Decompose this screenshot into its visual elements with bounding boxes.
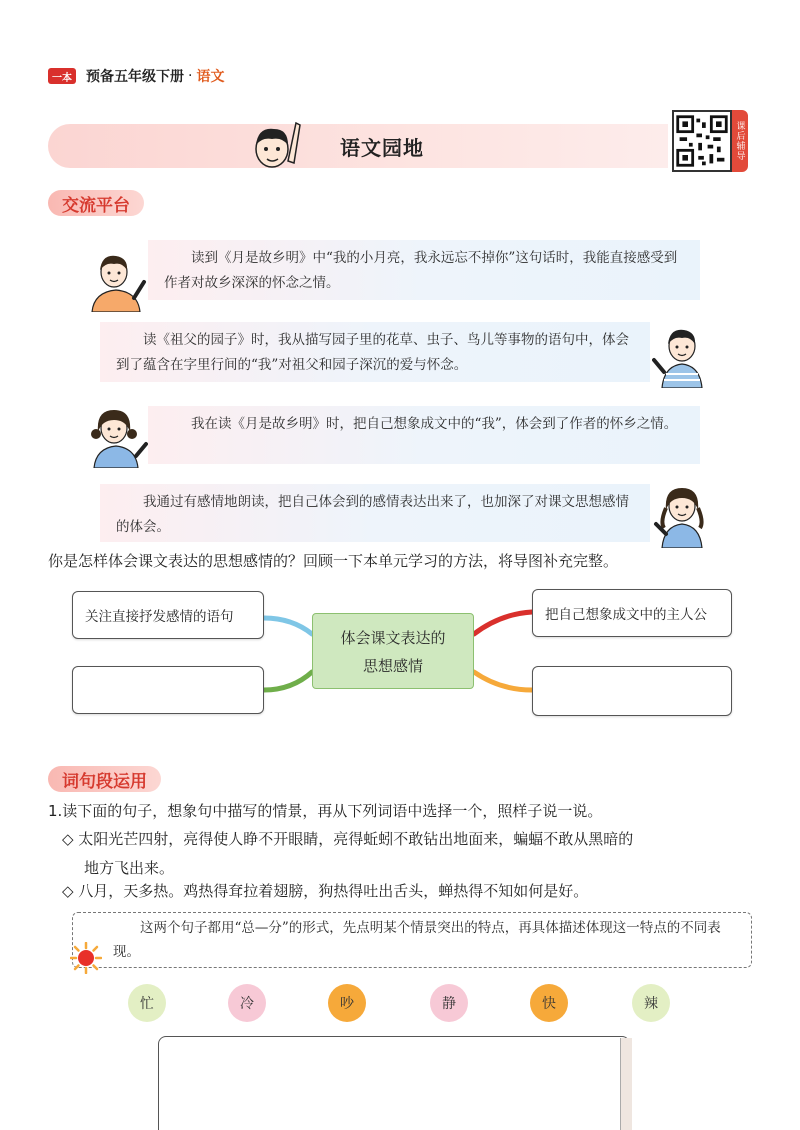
answer-writing-area[interactable] <box>158 1036 630 1130</box>
exchange-text-3: 我在读《月是故乡明》时，把自己想象成文中的“我”，体会到了作者的怀乡之情。 <box>191 416 678 432</box>
mindmap-node-top-right: 把自己想象成文中的主人公 <box>532 589 732 637</box>
hint-box <box>72 912 752 968</box>
page-title: 语文园地 <box>340 136 424 160</box>
publisher-logo: 一本 <box>48 68 76 84</box>
mindmap-center-line1: 体会课文表达的 <box>340 629 446 647</box>
mindmap-question: 你是怎样体会课文表达的思想感情的？回顾一下本单元学习的方法，将导图补充完整。 <box>48 552 619 570</box>
book-title: 预备五年级下册 <box>86 69 184 85</box>
mindmap-node-bottom-left-blank[interactable] <box>72 666 264 714</box>
header-separator: · <box>188 68 193 84</box>
example-sentence-1-line2: 地方飞出来。 <box>84 859 175 877</box>
exchange-text-1: 读到《月是故乡明》中“我的小月亮，我永远忘不掉你”这句话时，我能直接感受到作者对故乡深深的怀念之情。 <box>164 250 678 291</box>
qr-tutor-tag: 课后辅导 <box>732 110 748 172</box>
example-sentence-1 <box>62 825 633 883</box>
word-option-6[interactable]: 辣 <box>632 984 670 1022</box>
section-tag-words: 词句段运用 <box>48 766 161 792</box>
exchange-text-4: 我通过有感情地朗读，把自己体会到的感情表达出来了，也加深了对课文思想感情的体会。 <box>116 494 629 535</box>
exercise-instruction: 1.读下面的句子，想象句中描写的情景，再从下列词语中选择一个，照样子说一说。 <box>48 802 603 820</box>
mindmap-node-top-left: 关注直接抒发感情的语句 <box>72 591 264 639</box>
mindmap-center-line2: 思想感情 <box>362 657 423 675</box>
mindmap-node-bottom-right-blank[interactable] <box>532 666 732 716</box>
sun-icon <box>70 942 102 974</box>
writing-area-fold <box>620 1038 632 1130</box>
word-option-4[interactable]: 静 <box>430 984 468 1022</box>
word-option-5[interactable]: 快 <box>530 984 568 1022</box>
example-sentence-2: ◇ 八月，天多热。鸡热得耷拉着翅膀，狗热得吐出舌头，蝉热得不知如何是好。 <box>62 882 589 900</box>
exchange-text-2: 读《祖父的园子》时，我从描写园子里的花草、虫子、鸟儿等事物的语句中，体会到了蕴含在字里行间的“我”对祖父和园子深沉的爱与怀念。 <box>116 332 629 373</box>
word-option-2[interactable]: 冷 <box>228 984 266 1022</box>
word-option-3[interactable]: 吵 <box>328 984 366 1022</box>
mindmap-center-node <box>312 613 474 689</box>
subject-label: 语文 <box>196 69 225 85</box>
word-option-1[interactable]: 忙 <box>128 984 166 1022</box>
hint-text: 这两个句子都用“总—分”的形式，先点明某个情景突出的特点，再具体描述体现这一特点的不同表现。 <box>113 920 721 960</box>
example-sentence-1-line1: ◇ 太阳光芒四射，亮得使人睁不开眼睛，亮得蚯蚓不敢钻出地面来，蝙蝠不敢从黑暗的 <box>62 830 634 848</box>
section-tag-exchange: 交流平台 <box>48 190 144 216</box>
